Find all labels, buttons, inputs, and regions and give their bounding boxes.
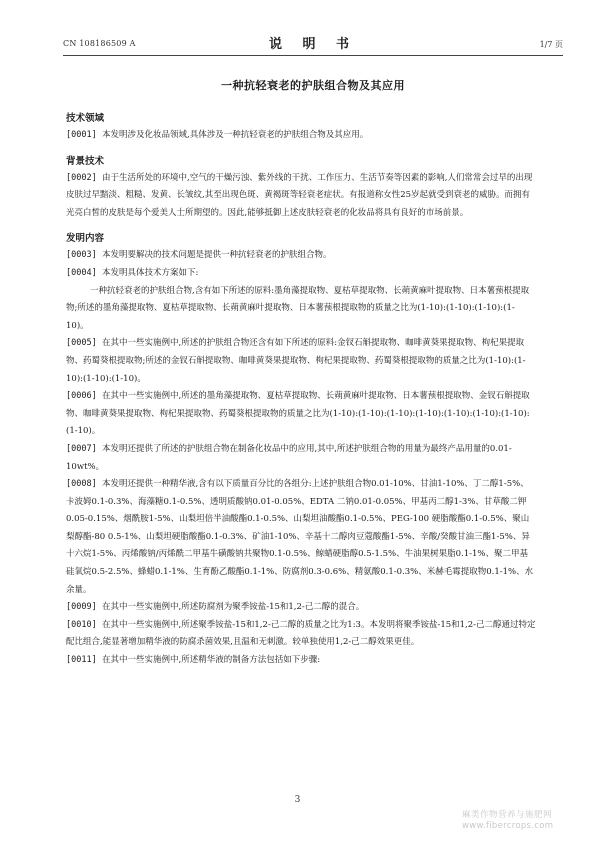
watermark-line-1: 麻类作物营养与施肥网 xyxy=(462,810,553,820)
paragraph-text: 一种抗轻衰老的护肤组合物,含有如下所述的原料:墨角藻提取物、夏枯草提取物、长蒴黄麻叶提取物、日本薯蓣根提取物;所述的墨角藻提取物、夏枯草提取物、长蒴黄麻叶提取物、日本薯蓣根提取物的质量之比为(1-10):(1-10):(1-10):(1-10)。 xyxy=(66,285,530,331)
paragraph-number: [0007] xyxy=(66,443,97,454)
paragraph-text: 本发明还提供一种精华液,含有以下质量百分比的各组分:上述护肤组合物0.01-10%、甘油1-10%、丁二醇1-5%、卡波姆0.1-0.3%、海藻糖0.1-0.5%、透明质酸钠0.01-0.05%、EDTA 二钠0.01-0.05%、甲基丙二醇1-3%、甘草酸二钾0.05-0.15%、烟酰胺1-5%、山梨坦倍半油酸酯0.1-0.5%、山梨坦油酸酯0.1-0.5%、PEG-100 硬脂酸酯0.1-0.5%、聚山梨醇酯-80 0.5-1%、山梨坦硬脂酸酯0.1-0.3%、矿油1-10%、辛基十二醇肉豆蔻酸酯1-5%、辛酸/癸酸甘油三酯1-5%、异十六烷1-5%、丙烯酸钠/丙烯酰二甲基牛磺酸钠共聚物0.1-0.5%、鲸蜡硬脂醇0.5-1.5%、牛油果树果脂0.1-1%、聚二甲基硅氧烷0.5-2.5%、蜂蜡0.1-1%、生育酚乙酸酯0.1-1%、防腐剂0.3-0.6%、精氨酸0.1-0.3%、米赫毛霉提取物0.1-1%、水余量。 xyxy=(66,479,534,595)
paragraph-text: 在其中一些实施例中,所述防腐剂为聚季铵盐-15和1,2-己二醇的混合。 xyxy=(102,602,365,613)
header-divider xyxy=(63,55,563,56)
paragraph xyxy=(66,476,536,599)
paragraph-number: [0004] xyxy=(66,267,97,278)
document-body xyxy=(66,110,536,670)
paragraph-text: 本发明还提供了所述的护肤组合物在制备化妆品中的应用,其中,所述护肤组合物的用量为最终产品用量的0.01-10wt%。 xyxy=(66,443,512,472)
paragraph xyxy=(66,388,536,441)
document-title: 一种抗轻衰老的护肤组合物及其应用 xyxy=(221,79,405,92)
paragraph-number: [0009] xyxy=(66,602,97,613)
paragraph xyxy=(66,170,536,223)
paragraph xyxy=(66,652,536,670)
paragraph-text: 由于生活所处的环境中,空气的干燥污浊、紫外线的干扰、工作压力、生活节奏等因素的影响,人们常常会过早的出现皮肤过早黯淡、粗糙、发黄、长皱纹,其至出现色斑、黄褐斑等轻衰老症状。有报道称女性25岁起就受到衰老的威胁。而拥有光亮白皙的皮肤是每个爱美人士所期望的。因此,能够抵御上述皮肤轻衰老的化妆品将具有良好的市场前景。 xyxy=(66,172,533,218)
section-heading: 技术领域 xyxy=(66,113,105,124)
section-heading: 背景技术 xyxy=(66,155,105,167)
section-heading: 发明内容 xyxy=(66,233,105,245)
document-type: 说 明 书 xyxy=(268,37,358,52)
paragraph xyxy=(66,599,536,617)
paragraph-number: [0001] xyxy=(66,130,97,140)
paragraph xyxy=(66,283,536,336)
paragraph-text: 本发明要解决的技术问题是提供一种抗轻衰老的护肤组合物。 xyxy=(102,250,332,261)
watermark xyxy=(462,808,595,831)
paragraph xyxy=(66,265,536,283)
paragraph-text: 本发明涉及化妆品领域,具体涉及一种抗轻衰老的护肤组合物及其应用。 xyxy=(102,130,369,140)
paragraph xyxy=(66,617,536,652)
page-indicator: 1/7 页 xyxy=(539,40,563,49)
paragraph-number: [0002] xyxy=(66,172,97,183)
paragraph-number: [0011] xyxy=(66,655,97,666)
paragraph-number: [0003] xyxy=(66,250,97,261)
paragraph xyxy=(66,441,536,476)
page-number: 3 xyxy=(294,795,301,805)
publication-number: CN 108186509 A xyxy=(63,39,136,48)
paragraph-number: [0010] xyxy=(66,619,97,630)
watermark-line-2: www.fibercrops.com xyxy=(462,821,554,831)
paragraph-text: 在其中一些实施例中,所述的墨角藻提取物、夏枯草提取物、长蒴黄麻叶提取物、日本薯蓣根提取物、金钗石斛提取物、咖啡黄葵果提取物、枸杞果提取物、药蜀葵根提取物的质量之比为(1-10):(1-10):(1-10):(1-10):(1-10):(1-10):(1-10):(1-10)。 xyxy=(66,391,530,437)
paragraph xyxy=(66,335,536,388)
page-header xyxy=(63,33,563,53)
paragraph-text: 在其中一些实施例中,所述聚季铵盐-15和1,2-己二醇的质量之比为1:3。本发明将聚季铵盐-15和1,2-己二醇通过特定配比组合,能显著增加精华液的防腐杀菌效果,且温和无刺激。较单独使用1,2-己二醇效果更佳。 xyxy=(66,619,536,648)
paragraph-number: [0005] xyxy=(66,338,97,349)
paragraph-text: 在其中一些实施例中,所述精华液的制备方法包括如下步骤: xyxy=(102,655,321,666)
paragraph-text: 在其中一些实施例中,所述的护肤组合物还含有如下所述的原料:金钗石斛提取物、咖啡黄葵果提取物、枸杞果提取物、药蜀葵根提取物;所述的金钗石斛提取物、咖啡黄葵果提取物、枸杞果提取物、药蜀葵根提取物的质量之比为(1-10):(1-10):(1-10):(1-10)。 xyxy=(66,338,526,384)
paragraph-number: [0008] xyxy=(66,479,97,490)
paragraph xyxy=(66,247,536,265)
paragraph-text: 本发明具体技术方案如下: xyxy=(102,267,199,278)
paragraph-number: [0006] xyxy=(66,391,97,402)
paragraph xyxy=(66,127,536,145)
